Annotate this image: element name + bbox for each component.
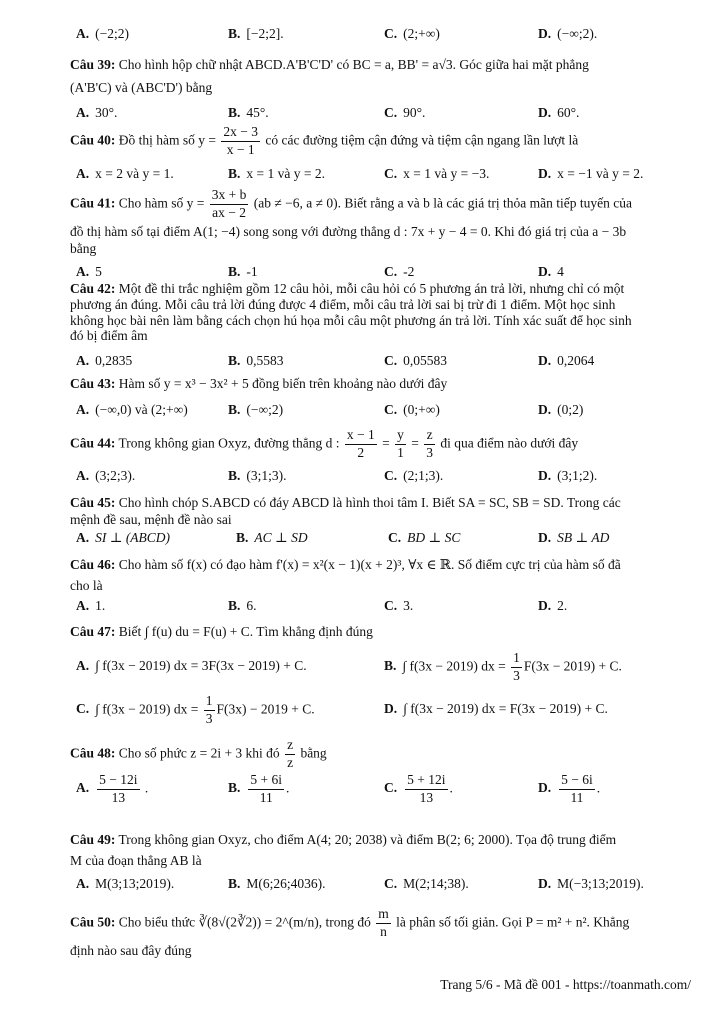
- question-39: Câu 39: Cho hình hộp chữ nhật ABCD.A'B'C'D' có BC = a, BB' = a√3. Góc giữa hai mặt phẳng (A'B'C) và (ABC'D') bằng: [70, 57, 589, 95]
- question-46: Câu 46: Cho hàm số f(x) có đạo hàm f'(x) = x²(x − 1)(x + 2)³, ∀x ∈ ℝ. Số điểm cực trị của hàm số đã cho là: [70, 557, 621, 593]
- option-b: B. 6.: [228, 598, 257, 613]
- option-b: B. ∫ f(3x − 2019) dx = $\frac{1}{3}$ F(3x − 2019) + C.: [384, 650, 622, 683]
- option-d: D. ∫ f(3x − 2019) dx = F(3x − 2019) + C.: [384, 701, 608, 716]
- question-48: Câu 48: Cho số phức z = 2i + 3 khi đó $\frac{z}{z}$ bằng: [70, 737, 327, 770]
- question-40: Câu 40: Đồ thị hàm số y = $\frac{2x - 3}{x - 1}$ có các đường tiệm cận đứng và tiệm cận ngang lần lượt là: [70, 124, 579, 157]
- question-49: Câu 49: Trong không gian Oxyz, cho điểm A(4; 20; 2038) và điểm B(2; 6; 2000). Tọa độ trung điểm M của đoạn thẳng AB là: [70, 832, 617, 868]
- option-a: A. x = 2 và y = 1.: [76, 166, 174, 181]
- q48-options: [76, 772, 696, 812]
- option-d: D. M(−3;13;2019).: [538, 876, 644, 891]
- q41-options: [76, 264, 696, 282]
- option-d: D. x = −1 và y = 2.: [538, 166, 644, 181]
- option-a: A. 30°.: [76, 105, 118, 120]
- option-d: D. 2.: [538, 598, 568, 613]
- question-42: Câu 42: Một đề thi trắc nghiệm gồm 12 câu hỏi, mỗi câu hỏi có 5 phương án trả lời, nhưng chỉ có một phương án đúng. Mỗi câu trả lời đúng được 4 điểm, mỗi câu trả lời sai bị trừ đi 1 điểm. Một học sinh không học bài nên làm bằng cách chọn hú họa mỗi câu một phương án trả lời. Tính xác suất để học sinh đó bị điểm âm: [70, 281, 632, 344]
- option-c: C. $\frac{5 + 12i}{13}$ .: [384, 772, 453, 805]
- q40-options: [76, 166, 696, 184]
- fraction: $\frac{3x + b}{ax - 2}$: [211, 187, 247, 220]
- fraction: $\frac{5 - 12i}{13}$: [99, 772, 138, 805]
- option-d: D. (0;2): [538, 402, 584, 417]
- option-a: A. (3;2;3).: [76, 468, 136, 483]
- q47-options-cd: [76, 693, 696, 726]
- option-a: A. 0,2835: [76, 353, 133, 368]
- question-44: Câu 44: Trong không gian Oxyz, đường thẳng d : $\frac{x - 1}{2}$ = $\frac{y}{1}$ = $\frac{z}{3}$ đi qua điểm nào dưới đây: [70, 427, 579, 460]
- q44-options: [76, 468, 696, 486]
- question-41: Câu 41: Cho hàm số y = $\frac{3x + b}{ax - 2}$ (ab ≠ −6, a ≠ 0). Biết rằng a và b là các giá trị thỏa mãn tiếp tuyến của đồ thị hàm số tại điểm A(1; −4) song song với đường thẳng d : 7x + y − 4 = 0. Khi đó giá trị của a − 3b bằng: [70, 187, 632, 256]
- option-a: A. (−2;2): [76, 26, 129, 41]
- option-b: B. x = 1 và y = 2.: [228, 166, 325, 181]
- q47-options-ab: [76, 650, 696, 683]
- q43-options: [76, 402, 696, 420]
- option-c: C. 0,05583: [384, 353, 447, 368]
- option-c: C. ∫ f(3x − 2019) dx = $\frac{1}{3}$ F(3x) − 2019 + C.: [76, 693, 315, 726]
- option-c: C. M(2;14;38).: [384, 876, 469, 891]
- option-c: C. BD ⊥ SC: [388, 530, 461, 545]
- option-b: B. [−2;2].: [228, 26, 284, 41]
- option-b: B. 0,5583: [228, 353, 284, 368]
- option-c: C. (0;+∞): [384, 402, 440, 417]
- option-a: A. ∫ f(3x − 2019) dx = 3F(3x − 2019) + C.: [76, 658, 307, 673]
- option-d: D. SB ⊥ AD: [538, 530, 610, 545]
- question-47: Câu 47: Biết ∫ f(u) du = F(u) + C. Tìm khẳng định đúng: [70, 624, 373, 639]
- q49-options: [76, 876, 696, 894]
- option-c: C. (2;+∞): [384, 26, 440, 41]
- option-a: A. 5: [76, 264, 102, 279]
- option-c: C. x = 1 và y = −3.: [384, 166, 490, 181]
- option-b: B. AC ⊥ SD: [236, 530, 308, 545]
- option-a: A. 1.: [76, 598, 106, 613]
- fraction: $\frac{5 + 12i}{13}$: [407, 772, 446, 805]
- page-footer: Trang 5/6 - Mã đề 001 - https://toanmath.com/: [440, 977, 691, 992]
- option-a: A. M(3;13;2019).: [76, 876, 175, 891]
- fraction: $\frac{x - 1}{2}$: [346, 427, 375, 460]
- fraction: $\frac{y}{1}$: [397, 427, 404, 460]
- fraction: $\frac{1}{3}$: [205, 693, 213, 726]
- option-d: D. 4: [538, 264, 564, 279]
- option-d: D. (3;1;2).: [538, 468, 598, 483]
- fraction: $\frac{5 - 6i}{11}$: [561, 772, 593, 805]
- q38-options: [76, 26, 696, 44]
- option-b: B. (3;1;3).: [228, 468, 287, 483]
- q42-options: [76, 353, 696, 371]
- q39-options: [76, 105, 696, 123]
- option-a: A. $\frac{5 - 12i}{13}$ .: [76, 772, 149, 805]
- option-d: D. 60°.: [538, 105, 580, 120]
- option-b: B. (−∞;2): [228, 402, 284, 417]
- question-45: Câu 45: Cho hình chóp S.ABCD có đáy ABCD là hình thoi tâm I. Biết SA = SC, SB = SD. Trong các mệnh đề sau, mệnh đề nào sai: [70, 495, 621, 527]
- option-a: A. (−∞,0) và (2;+∞): [76, 402, 188, 417]
- option-b: B. 45°.: [228, 105, 269, 120]
- option-b: B. -1: [228, 264, 258, 279]
- option-c: C. 3.: [384, 598, 414, 613]
- option-d: D. $\frac{5 - 6i}{11}$ .: [538, 772, 601, 805]
- option-c: C. (2;1;3).: [384, 468, 444, 483]
- q46-options: [76, 598, 696, 616]
- option-c: C. 90°.: [384, 105, 426, 120]
- fraction: $\frac{z}{z}$: [287, 737, 294, 770]
- fraction: $\frac{1}{3}$: [513, 650, 520, 683]
- option-b: B. $\frac{5 + 6i}{11}$ .: [228, 772, 290, 805]
- option-c: C. -2: [384, 264, 415, 279]
- fraction: $\frac{z}{3}$: [426, 427, 433, 460]
- question-43: Câu 43: Hàm số y = x³ − 3x² + 5 đồng biến trên khoảng nào dưới đây: [70, 376, 448, 391]
- fraction: $\frac{5 + 6i}{11}$: [250, 772, 283, 805]
- fraction: $\frac{m}{n}$: [378, 906, 389, 939]
- option-d: D. 0,2064: [538, 353, 595, 368]
- q45-options: [76, 530, 696, 548]
- question-50: Câu 50: Cho biểu thức ∛(8√(2∛2)) = 2^(m/n), trong đó $\frac{m}{n}$ là phân số tối giản. Gọi P = m² + n². Khẳng định nào sau đây đúng: [70, 906, 630, 958]
- option-b: B. M(6;26;4036).: [228, 876, 326, 891]
- option-a: A. SI ⊥ (ABCD): [76, 530, 171, 545]
- fraction: $\frac{2x - 3}{x - 1}$: [223, 124, 259, 157]
- option-d: D. (−∞;2).: [538, 26, 598, 41]
